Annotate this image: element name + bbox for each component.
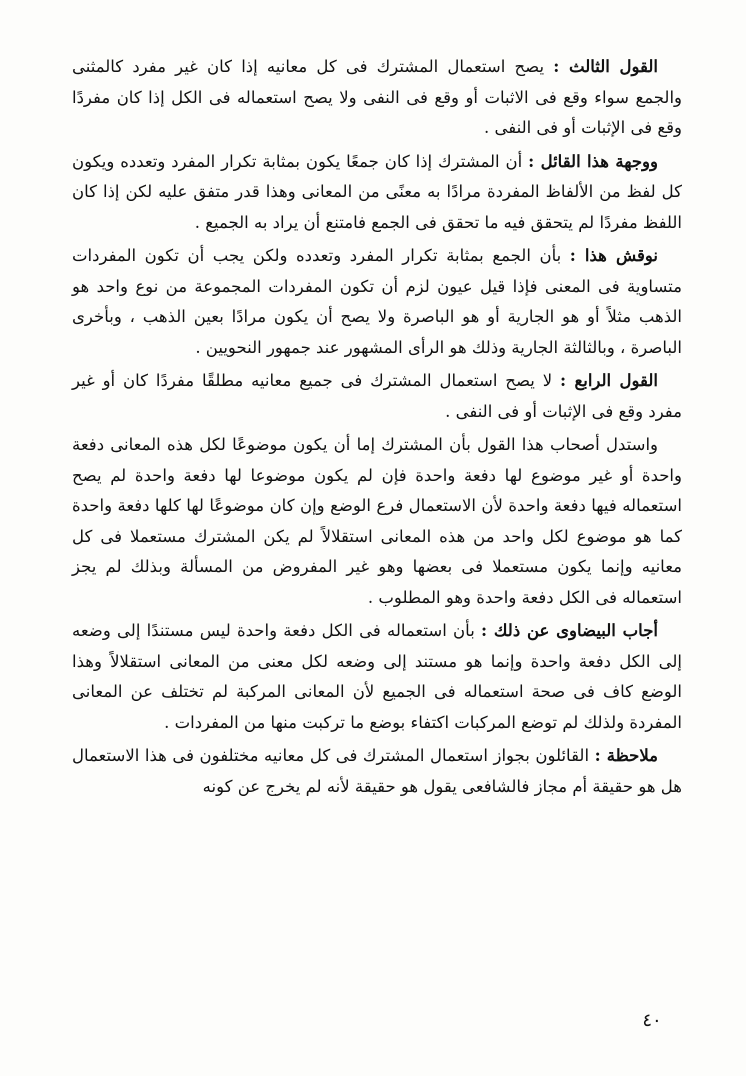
- paragraph-text: بأن الجمع بمثابة تكرار المفرد وتعدده ولكن يجب أن تكون المفردات متساوية فى المعنى فإذا قيل عيون لزم أن تكون المفردات المجموعة من نوع واحد هو الذهب مثلاً أو هو الجارية أو هو الباصرة ولا يصح أن يكون مرادًا بعين الذهب ، وبأخرى الباصرة ، وبالثالثة الجارية وذلك هو الرأى المشهور عند جمهور النحويين .: [72, 246, 682, 357]
- page-body: [72, 52, 682, 805]
- paragraph-rebuttal: [72, 241, 682, 363]
- paragraph-evidence: [72, 430, 682, 613]
- paragraph-note: [72, 741, 682, 802]
- paragraph-baydawi-reply: [72, 616, 682, 738]
- paragraph-text: لا يصح استعمال المشترك فى جميع معانيه مطلقًا مفردًا كان أو غير مفرد وقع فى الإثبات أو فى النفى .: [72, 371, 682, 421]
- paragraph-heading: نوقش هذا :: [569, 246, 658, 265]
- paragraph-text: واستدل أصحاب هذا القول بأن المشترك إما أن يكون موضوعًا لكل هذه المعانى دفعة واحدة أو غير موضوع لها دفعة واحدة فإن لم يكون موضوعا لها دفعة واحدة لم يصح استعماله فيها دفعة واحدة لأن الاستعمال فرع الوضع وإن كان موضوعًا لها كلها دفعة واحدة كما هو موضوع لكل واحد من هذه المعانى استقلالاً لم يكن المشترك مستعملا فى كل معانيه وإنما يكون مستعملا فى بعضها وهو غير المفروض من المسألة وبذلك لم يجز استعماله فى الكل دفعة واحدة وهو المطلوب .: [72, 435, 682, 607]
- paragraph-text: بأن استعماله فى الكل دفعة واحدة ليس مستندًا إلى وضعه إلى الكل دفعة واحدة وإنما هو مستند إلى وضعه لكل معنى من المعانى استقلالاً وهذا الوضع كاف فى صحة استعماله فى الجميع لأن المعانى المركبة لم تختلف عن المعانى المفردة ولذلك لم توضع المركبات اكتفاء بوضع ما تركبت منها من المفردات .: [72, 621, 682, 732]
- paragraph-heading: القول الرابع :: [560, 371, 658, 390]
- page-number: ٤٠: [642, 1010, 662, 1031]
- paragraph-fourth-opinion: [72, 366, 682, 427]
- paragraph-heading: ووجهة هذا القائل :: [528, 151, 658, 171]
- paragraph-text: القائلون بجواز استعمال المشترك فى كل معانيه مختلفون فى هذا الاستعمال هل هو حقيقة أم مجاز فالشافعى يقول هو حقيقة لأنه لم يخرج عن كونه: [72, 746, 682, 796]
- paragraph-heading: أجاب البيضاوى عن ذلك :: [481, 621, 658, 640]
- paragraph-text: أن المشترك إذا كان جمعًا يكون بمثابة تكرار المفرد وتعدده ويكون كل لفظ من الألفاظ المفردة مرادًا به معنًى من المعانى وهذا قدر متفق عليه لكن إذا كان اللفظ مفردًا لم يتحقق فيه ما تحقق فى الجمع فامتنع أن يراد به الجميع .: [72, 151, 682, 232]
- paragraph-heading: ملاحظة :: [594, 746, 659, 765]
- paragraph-heading: القول الثالث :: [553, 57, 658, 76]
- paragraph-text: يصح استعمال المشترك فى كل معانيه إذا كان غير مفرد كالمثنى والجمع سواء وقع فى الاثبات أو وقع فى النفى ولا يصح استعماله فى الكل إذا كان مفردًا وقع فى الإثبات أو فى النفى .: [72, 57, 682, 137]
- paragraph-third-opinion: [72, 52, 682, 144]
- paragraph-argument: [72, 147, 682, 239]
